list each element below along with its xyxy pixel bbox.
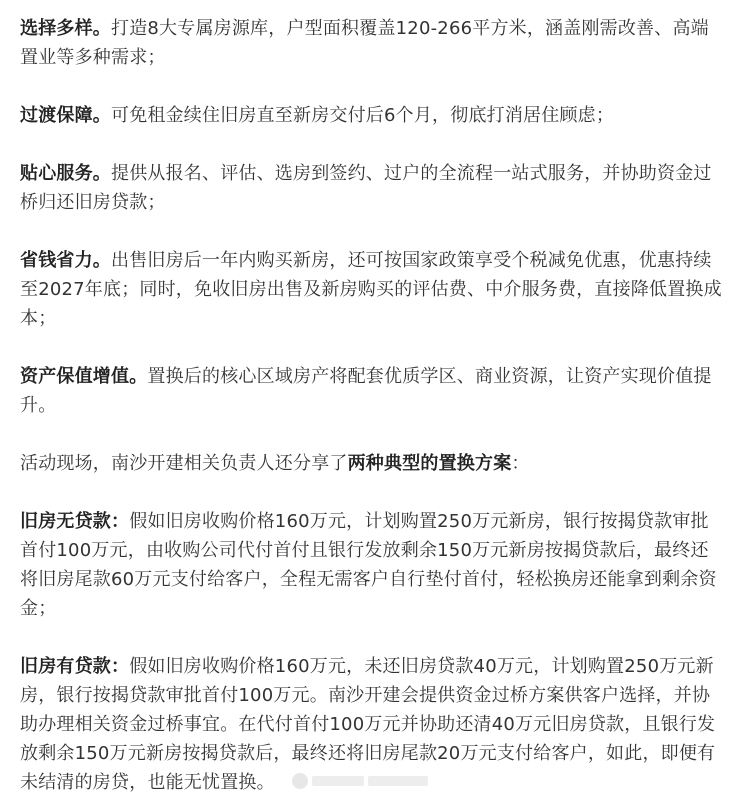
paragraph-plan-no-loan <box>20 507 724 623</box>
paragraph-transition <box>20 101 724 130</box>
paragraph-lead: 贴心服务。 <box>20 163 111 184</box>
paragraph-lead: 省钱省力。 <box>20 250 111 271</box>
paragraph-asset-value <box>20 362 724 420</box>
paragraph-lead: 过渡保障。 <box>20 105 111 126</box>
paragraph-emphasis: 两种典型的置换方案 <box>347 453 512 474</box>
paragraph-service <box>20 159 724 217</box>
watermark-bar <box>368 776 428 786</box>
paragraph-text: 打造8大专属房源库，户型面积覆盖120-266平方米，涵盖刚需改善、高端置业等多种需求； <box>20 18 709 68</box>
watermark-bar <box>312 776 364 786</box>
paragraph-savings <box>20 246 724 333</box>
paragraph-text: 提供从报名、评估、选房到签约、过户的全流程一站式服务，并协助资金过桥归还旧房贷款； <box>20 163 712 213</box>
paragraph-lead: 选择多样。 <box>20 18 111 39</box>
watermark-logo-icon <box>292 773 308 789</box>
paragraph-text: ： <box>511 453 530 474</box>
paragraph-text: 活动现场，南沙开建相关负责人还分享了 <box>20 453 348 474</box>
paragraph-text: 置换后的核心区域房产将配套优质学区、商业资源，让资产实现价值提升。 <box>20 366 712 416</box>
paragraph-text: 假如旧房收购价格160万元，未还旧房贷款40万元，计划购置250万元新房，银行按揭贷款审批首付100万元。南沙开建会提供资金过桥方案供客户选择，并协助办理相关资金过桥事宜。在代付首付100万元并协助还清40万元旧房贷款，且银行发放剩余150万元新房按揭贷款后，最终还将旧房尾款20万元支付给客户，如此，即便有未结清的房贷，也能无忧置换。 <box>20 656 716 793</box>
paragraph-text: 出售旧房后一年内购买新房，还可按国家政策享受个税减免优惠，优惠持续至2027年底；同时，免收旧房出售及新房购买的评估费、中介服务费，直接降低置换成本； <box>20 250 722 329</box>
paragraph-lead: 旧房无贷款： <box>20 511 130 532</box>
paragraph-text: 可免租金续住旧房直至新房交付后6个月，彻底打消居住顾虑； <box>111 105 615 126</box>
paragraph-text: 假如旧房收购价格160万元，计划购置250万元新房，银行按揭贷款审批首付100万元，由收购公司代付首付且银行发放剩余150万元新房按揭贷款后，最终还将旧房尾款60万元支付给客户，全程无需客户自行垫付首付，轻松换房还能拿到剩余资金； <box>20 511 717 619</box>
watermark <box>292 772 442 790</box>
paragraph-lead: 资产保值增值。 <box>20 366 148 387</box>
article-body <box>20 14 724 797</box>
paragraph-lead: 旧房有贷款： <box>20 656 130 677</box>
paragraph-intro-plans <box>20 449 724 478</box>
paragraph-choice <box>20 14 724 72</box>
